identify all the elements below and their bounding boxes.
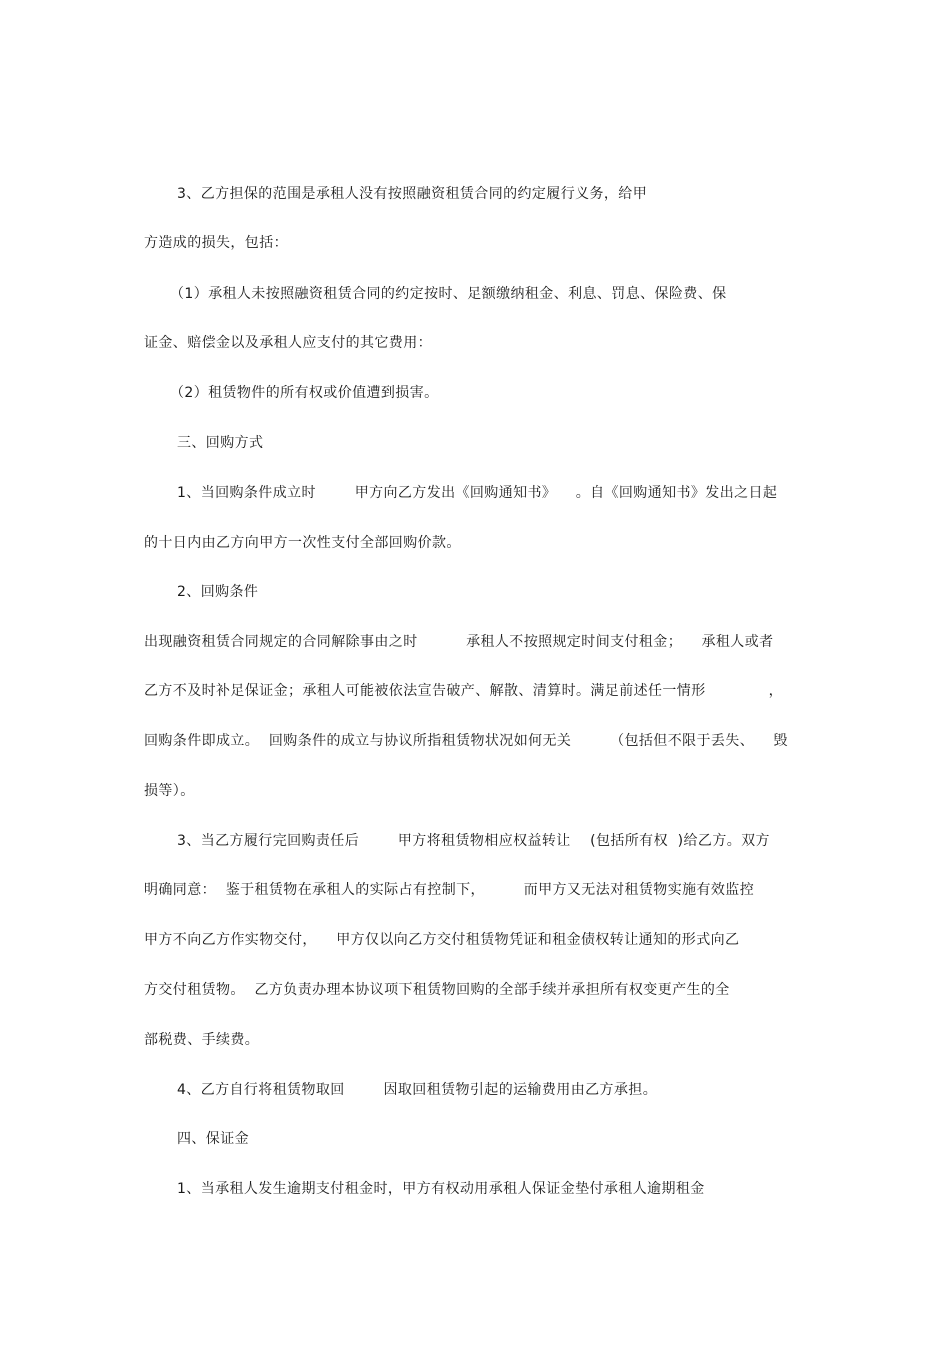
paragraph-line: 3、乙方担保的范围是承租人没有按照融资租赁合同的约定履行义务，给甲 (177, 186, 648, 202)
paragraph-line: 出现融资租赁合同规定的合同解除事由之时 承租人不按照规定时间支付租金； 承租人或者 (144, 634, 774, 650)
paragraph-line: 的十日内由乙方向甲方一次性支付全部回购价款。 (144, 535, 461, 551)
paragraph-line: 1、当回购条件成立时 甲方向乙方发出《回购通知书》 。自《回购通知书》发出之日起 (177, 485, 778, 501)
paragraph-line: 乙方不及时补足保证金；承租人可能被依法宣告破产、解散、清算时。满足前述任一情形 ， (144, 683, 784, 699)
paragraph-line: （1）承租人未按照融资租赁合同的约定按时、足额缴纳租金、利息、罚息、保险费、保 (170, 286, 727, 302)
paragraph-line: 损等）。 (144, 783, 195, 799)
subsection-heading: 2、回购条件 (177, 584, 259, 600)
paragraph-line: 明确同意： 鉴于租赁物在承租人的实际占有控制下， 而甲方又无法对租赁物实施有效监控 (144, 882, 755, 898)
paragraph-line: 证金、赔偿金以及承租人应支付的其它费用： (144, 335, 432, 351)
paragraph-line: 回购条件即成立。 回购条件的成立与协议所指租赁物状况如何无关 （包括但不限于丢失、 毁 (144, 733, 788, 749)
paragraph-line: 甲方不向乙方作实物交付， 甲方仅以向乙方交付租赁物凭证和租金债权转让通知的形式向乙 (144, 932, 740, 948)
paragraph-line: 1、当承租人发生逾期支付租金时，甲方有权动用承租人保证金垫付承租人逾期租金 (177, 1181, 705, 1197)
paragraph-line: 部税费、手续费。 (144, 1032, 260, 1048)
paragraph-line: 4、乙方自行将租赁物取回 因取回租赁物引起的运输费用由乙方承担。 (177, 1082, 658, 1098)
paragraph-line: 3、当乙方履行完回购责任后 甲方将租赁物相应权益转让 (包括所有权 )给乙方。双方 (177, 833, 770, 849)
paragraph-line: 方造成的损失，包括： (144, 235, 288, 251)
section-heading: 三、回购方式 (177, 435, 264, 451)
paragraph-line: （2）租赁物件的所有权或价值遭到损害。 (170, 385, 439, 401)
paragraph-line: 方交付租赁物。 乙方负责办理本协议项下租赁物回购的全部手续并承担所有权变更产生的全 (144, 982, 730, 998)
section-heading: 四、保证金 (177, 1131, 249, 1147)
